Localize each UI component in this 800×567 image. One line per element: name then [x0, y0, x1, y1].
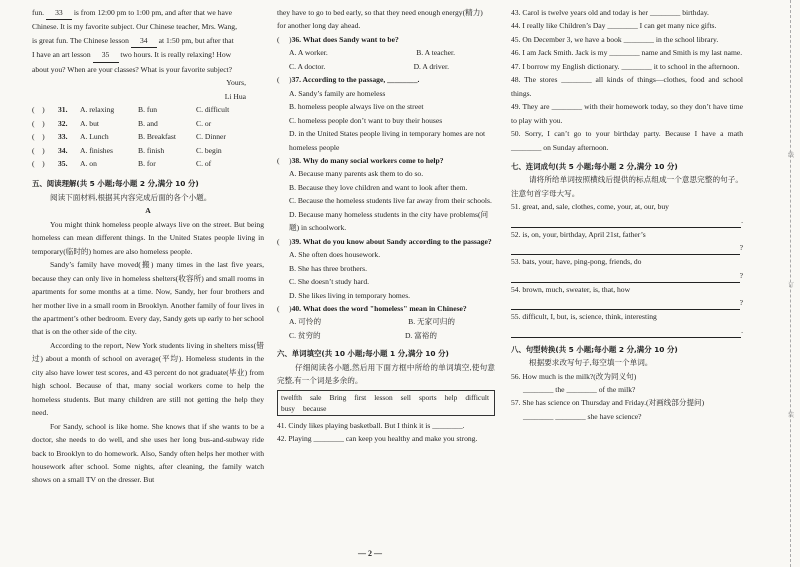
answer-line[interactable]: ? [511, 269, 743, 283]
blank-34[interactable]: 34 [131, 34, 157, 48]
section-title-transform: 八、句型转换(共 5 小题;每小题 2 分,满分 10 分) [511, 344, 678, 354]
option[interactable]: B. She has three brothers. [289, 263, 368, 273]
column-right [511, 6, 743, 423]
answer-line[interactable]: ? [511, 296, 743, 310]
binding-mark: 订 [787, 283, 794, 289]
passage-continued: they have to go to bed early, so that they need enough energy(精力) [277, 8, 483, 17]
word-box [277, 390, 495, 416]
word: busy [281, 403, 295, 413]
question-38: ( )38. Why do many social workers come to help? [277, 155, 444, 165]
question-56: 56. How much is the milk?(改为同义句) [511, 371, 637, 381]
binding-mark: 线 [787, 153, 794, 159]
question-36: ( )36. What does Sandy want to be? [277, 34, 399, 44]
option[interactable]: D. in the United States people living in temporary homes are not homeless people [289, 129, 486, 152]
option[interactable]: A. Sandy’s family are homeless [289, 88, 386, 98]
question-52: 52. is, on, your, birthday, April 21st, father’s [511, 229, 646, 239]
column-middle [277, 6, 495, 446]
option[interactable]: A. Because many parents ask them to do so. [289, 169, 424, 179]
option[interactable]: A. 可怜的 [289, 317, 322, 327]
word: sell [400, 392, 411, 402]
question-39: ( )39. What do you know about Sandy according to the passage? [277, 236, 492, 246]
question-51: 51. great, and, sale, clothes, come, your, at, our, buy [511, 202, 669, 212]
word: lesson [374, 392, 393, 402]
question-57: 57. She has science on Thursday and Friday.(对画线部分提问) [511, 398, 705, 408]
option[interactable]: D. Because many homeless students in the city have problems(问题) in schoolwork. [289, 209, 489, 233]
question-42[interactable]: 42. Playing ________ can keep you healthy and make you strong. [277, 434, 478, 444]
section-instruction: 阅读下面材料,根据其内容完成后面的各个小题。 [50, 192, 212, 202]
section-instruction: 请将所给单词按照横线后提供的标点组成一个意思完整的句子。注意句首字母大写。 [511, 175, 743, 198]
passage-paragraph: Sandy’s family have moved(搬) many times in the last five years, because they can only live in homeless shelters(收容所) and small rooms in apartments for some months at a time. Now, Sandy, her four brothers and her mother live in a small room in Brooklyn. Another family of four lives in the apartment’s other bedroom. Every day, Sandy gets up early to her school that is on the other side of the city. [32, 260, 264, 337]
letter-line: about you? When are your classes? What is your favorite subject? [32, 64, 233, 74]
question-44[interactable]: 44. I really like Children’s Day ________ I can get many nice gifts. [511, 21, 717, 31]
letter-closing: Yours, [226, 78, 246, 88]
option[interactable]: C. 贫穷的 [289, 330, 321, 340]
letter-signature: Li Hua [224, 91, 246, 101]
word: sports [418, 392, 437, 402]
question-43[interactable]: 43. Carol is twelve years old and today is her ________ birthday. [511, 8, 709, 17]
option-row: ( ) 32. A. but B. and C. or [32, 118, 212, 128]
passage-paragraph: According to the report, New York students living in shelters miss(错过) about a month of school on average(平均). Homeless students in the city also have lower test scores, and 43 percent do not graduate(毕业) from high school. Because of that, many social workers come to help the homeless students. But many children are still not getting the help they need. [32, 340, 264, 418]
blank-33[interactable]: 33 [46, 6, 72, 20]
option[interactable]: C. A doctor. [289, 61, 326, 71]
option-row: ( ) 33. A. Lunch B. Breakfast C. Dinner [32, 132, 226, 142]
answer-line[interactable]: . [511, 324, 743, 338]
option[interactable]: C. She doesn’t study hard. [289, 277, 370, 287]
option[interactable]: B. 无家可归的 [408, 317, 455, 327]
option[interactable]: D. A driver. [413, 61, 449, 71]
passage-continued: for another long day ahead. [277, 21, 361, 31]
binding-mark: 装 [787, 413, 794, 419]
option[interactable]: B. homeless people always live on the street [289, 102, 424, 112]
question-46[interactable]: 46. I am Jack Smith. Jack is my ________ name and Smith is my last name. [511, 48, 743, 58]
section-title-reading: 五、阅读理解(共 5 小题;每小题 2 分,满分 10 分) [32, 179, 199, 189]
answer-57[interactable]: ________ ________ she have science? [523, 411, 642, 421]
question-48[interactable]: 48. The stores ________ all kinds of things—clothes, food and school things. [511, 75, 743, 98]
letter-line: I have an art lesson 35 two hours. It is really relaxing! How [32, 48, 264, 62]
option[interactable]: A. A worker. [289, 48, 328, 58]
question-50[interactable]: 50. Sorry, I can’t go to your birthday party. Because I have a math ________ on Sunday afternoon. [511, 129, 743, 152]
section-instruction: 仔细阅读各小题,然后用下面方框中所给的单词填空,使句意完整,有一个词是多余的。 [277, 362, 495, 386]
question-53: 53. bats, your, have, ping-pong, friends, do [511, 257, 642, 267]
passage-paragraph: You might think homeless people always live on the street. But being homeless can mean different things. In the United States people living in temporary(临时的) homes are also homeless people. [32, 219, 264, 256]
question-37: ( )37. According to the passage, ________. [277, 75, 420, 85]
section-title-word-order: 七、连词成句(共 5 小题;每小题 2 分,满分 10 分) [511, 161, 678, 171]
question-55: 55. difficult, I, but, is, science, think, interesting [511, 312, 657, 322]
passage-paragraph: For Sandy, school is like home. She knows that if she wants to be a doctor, she needs to do well, and she uses her long bus-and-subway ride back to Brooklyn to do homework. Also, Sandy often helps her mother with housework after school. Some nights, after cleaning, the family watch shows on a small TV on the dresser. But [32, 421, 264, 485]
word: Bring [329, 392, 347, 402]
blank-35[interactable]: 35 [93, 48, 119, 62]
option[interactable]: B. Because they love children and want to look after them. [289, 182, 468, 192]
letter-line: is great fun. The Chinese lesson 34 at 1:50 pm, but after that [32, 34, 264, 48]
answer-line[interactable]: . [511, 214, 743, 228]
page-number: — 2 — [358, 549, 382, 558]
word: twelfth [281, 392, 302, 402]
word: first [354, 392, 367, 402]
option[interactable]: D. 富裕的 [404, 330, 437, 340]
question-49[interactable]: 49. They are ________ with their homework today, so they don’t have time to play with you. [511, 102, 743, 125]
answer-line[interactable]: ? [511, 241, 743, 255]
option[interactable]: C. homeless people don’t want to buy their houses [289, 115, 443, 125]
word: because [302, 403, 327, 413]
cloze-options [32, 103, 264, 170]
section-title-word-fill: 六、单词填空(共 10 小题;每小题 1 分,满分 10 分) [277, 349, 449, 359]
question-54: 54. brown, much, sweater, is, that, how [511, 284, 631, 294]
word: difficult [465, 392, 490, 402]
question-47[interactable]: 47. I borrow my English dictionary. ________ it to school in the afternoon. [511, 61, 740, 71]
passage-label: A [145, 206, 151, 216]
option[interactable]: A. She often does housework. [289, 250, 381, 260]
answer-56[interactable]: ________ the ________ of the milk? [523, 384, 636, 394]
word: help [444, 392, 458, 402]
letter-line: fun. 33 is from 12:00 pm to 1:00 pm, and after that we have [32, 6, 264, 20]
letter-line: Chinese. It is my favorite subject. Our Chinese teacher, Mrs. Wang, [32, 22, 237, 32]
column-left [32, 6, 264, 487]
option-row: ( ) 34. A. finishes B. finish C. begin [32, 145, 222, 155]
question-45[interactable]: 45. On December 3, we have a book ________ in the school library. [511, 34, 719, 44]
option-row: ( ) 35. A. on B. for C. of [32, 158, 212, 168]
option[interactable]: B. A teacher. [416, 48, 455, 58]
word: sale [309, 392, 322, 402]
section-instruction: 根据要求改写句子,每空填一个单词。 [529, 358, 653, 368]
question-41[interactable]: 41. Cindy likes playing basketball. But I think it is ________. [277, 420, 465, 430]
question-40: ( )40. What does the word "homeless" mean in Chinese? [277, 303, 467, 313]
option-row: ( ) 31. A. relaxing B. fun C. difficult [32, 105, 230, 115]
option[interactable]: D. She likes living in temporary homes. [289, 290, 411, 300]
option[interactable]: C. Because the homeless students live far away from their schools. [289, 196, 492, 206]
